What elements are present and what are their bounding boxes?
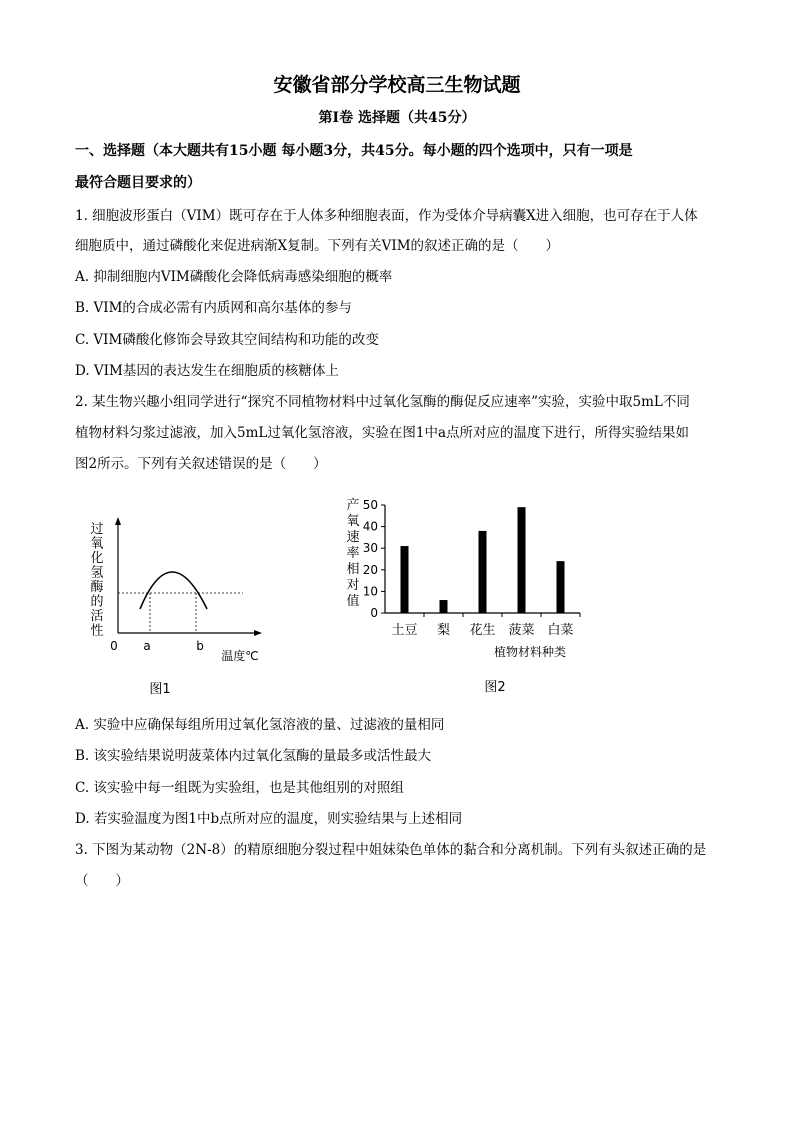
fig2-y-tick-label: 0 bbox=[370, 606, 378, 620]
fig1-activity-curve bbox=[140, 572, 207, 609]
fig2-y-label-char: 相 bbox=[346, 562, 360, 577]
fig2-category-label: 花生 bbox=[469, 623, 496, 638]
fig2-category-label: 梨 bbox=[436, 623, 451, 638]
fig2-y-label-char: 氧 bbox=[346, 514, 360, 529]
fig1-caption: 图1 bbox=[149, 682, 171, 697]
fig2-y-tick-label: 50 bbox=[362, 498, 378, 512]
q1-option-d: D. VIM基因的表达发生在细胞质的核糖体上 bbox=[75, 363, 339, 379]
fig2-category-label: 菠菜 bbox=[508, 623, 535, 638]
fig2-y-label-char: 产 bbox=[346, 498, 360, 513]
fig2-x-axis-label: 植物材料种类 bbox=[493, 645, 567, 659]
q2-stem-line3: 图2所示。下列有关叙述错误的是（ ） bbox=[75, 456, 327, 472]
fig1-y-axis-arrow bbox=[115, 517, 121, 525]
section-instructions-line2: 最符合题目要求的） bbox=[75, 175, 201, 191]
fig1-x-axis-arrow bbox=[254, 630, 262, 636]
q1-option-c: C. VIM磷酸化修饰会导致其空间结构和功能的改变 bbox=[75, 332, 379, 348]
fig1-origin-label: 0 bbox=[110, 639, 118, 653]
q2-option-d: D. 若实验温度为图1中b点所对应的温度，则实验结果与上述相同 bbox=[75, 811, 463, 827]
fig1-x-axis-label: 温度℃ bbox=[221, 649, 259, 663]
fig2-caption: 图2 bbox=[484, 680, 506, 695]
fig2-y-label-char: 值 bbox=[346, 594, 360, 609]
fig1-y-label-char: 酶 bbox=[90, 580, 104, 595]
fig2-y-label-char: 对 bbox=[346, 578, 360, 593]
fig1-y-axis-label bbox=[90, 521, 103, 639]
fig2-y-label-char: 速 bbox=[346, 530, 360, 545]
q2-option-b: B. 该实验结果说明菠菜体内过氧化氢酶的量最多或活性最大 bbox=[75, 748, 432, 764]
figure-2-bar-chart bbox=[335, 493, 625, 700]
fig2-category-label: 土豆 bbox=[391, 623, 418, 638]
fig1-y-label-char: 化 bbox=[90, 551, 104, 566]
q2-stem-line2: 植物材料匀浆过滤液，加入5mL过氧化氢溶液，实验在图1中a点所对应的温度下进行，所得实验结果如 bbox=[75, 425, 689, 441]
q2-stem-line1: 2. 某生物兴趣小组同学进行“探究不同植物材料中过氧化氢酶的酶促反应速率”实验，实验中取5mL不同 bbox=[75, 394, 690, 410]
fig1-a-label: a bbox=[143, 639, 151, 653]
fig1-y-label-char: 活 bbox=[90, 609, 104, 624]
q3-stem-line2: （ ） bbox=[75, 873, 129, 889]
q1-stem-line1: 1. 细胞波形蛋白（VIM）既可存在于人体多种细胞表面，作为受体介导病囊X进入细胞，也可存在于人体 bbox=[75, 208, 698, 224]
fig2-y-tick-label: 40 bbox=[362, 519, 378, 534]
q1-stem-line2: 细胞质中，通过磷酸化来促进病渐X复制。下列有关VIM的叙述正确的是（ ） bbox=[75, 238, 560, 254]
fig2-y-tick-label: 20 bbox=[362, 562, 378, 577]
fig2-bar bbox=[479, 531, 487, 613]
fig1-y-label-char: 氧 bbox=[90, 536, 104, 552]
fig2-bar bbox=[401, 546, 409, 613]
q2-option-a: A. 实验中应确保每组所用过氧化氢溶液的量、过滤液的量相同 bbox=[75, 717, 445, 733]
section-instructions-line1: 一、选择题（本大题共有15小题 每小题3分，共45分。每小题的四个选项中，只有一项是 bbox=[75, 143, 633, 159]
q1-option-a: A. 抑制细胞内VIM磷酸化会降低病毒感染细胞的概率 bbox=[75, 269, 393, 285]
q3-stem-line1: 3. 下图为某动物（2N-8）的精原细胞分裂过程中姐妹染色单体的黏合和分离机制。下列有头叙述正确的是 bbox=[75, 842, 707, 858]
page-title: 安徽省部分学校高三生物试题 bbox=[273, 74, 521, 96]
fig1-y-label-char: 的 bbox=[90, 594, 104, 610]
fig1-b-label: b bbox=[196, 639, 204, 653]
fig2-bar bbox=[518, 507, 526, 613]
fig2-bar bbox=[557, 561, 565, 613]
fig2-category-label: 白菜 bbox=[547, 623, 574, 638]
q2-option-c: C. 该实验中每一组既为实验组，也是其他组别的对照组 bbox=[75, 780, 404, 796]
fig1-y-label-char: 氢 bbox=[90, 565, 104, 581]
fig2-y-label-char: 率 bbox=[346, 546, 360, 561]
fig2-y-tick-label: 10 bbox=[362, 584, 378, 599]
fig1-y-label-char: 性 bbox=[90, 623, 104, 639]
fig2-y-tick-label: 30 bbox=[362, 541, 378, 556]
section-subtitle: 第I卷 选择题（共45分） bbox=[318, 110, 476, 126]
fig1-y-label-char: 过 bbox=[90, 522, 104, 537]
figure-1-enzyme-activity-curve bbox=[80, 515, 280, 700]
fig2-y-axis-label bbox=[346, 497, 359, 609]
q1-option-b: B. VIM的合成必需有内质网和高尔基体的参与 bbox=[75, 300, 352, 316]
fig2-bar bbox=[440, 600, 448, 613]
